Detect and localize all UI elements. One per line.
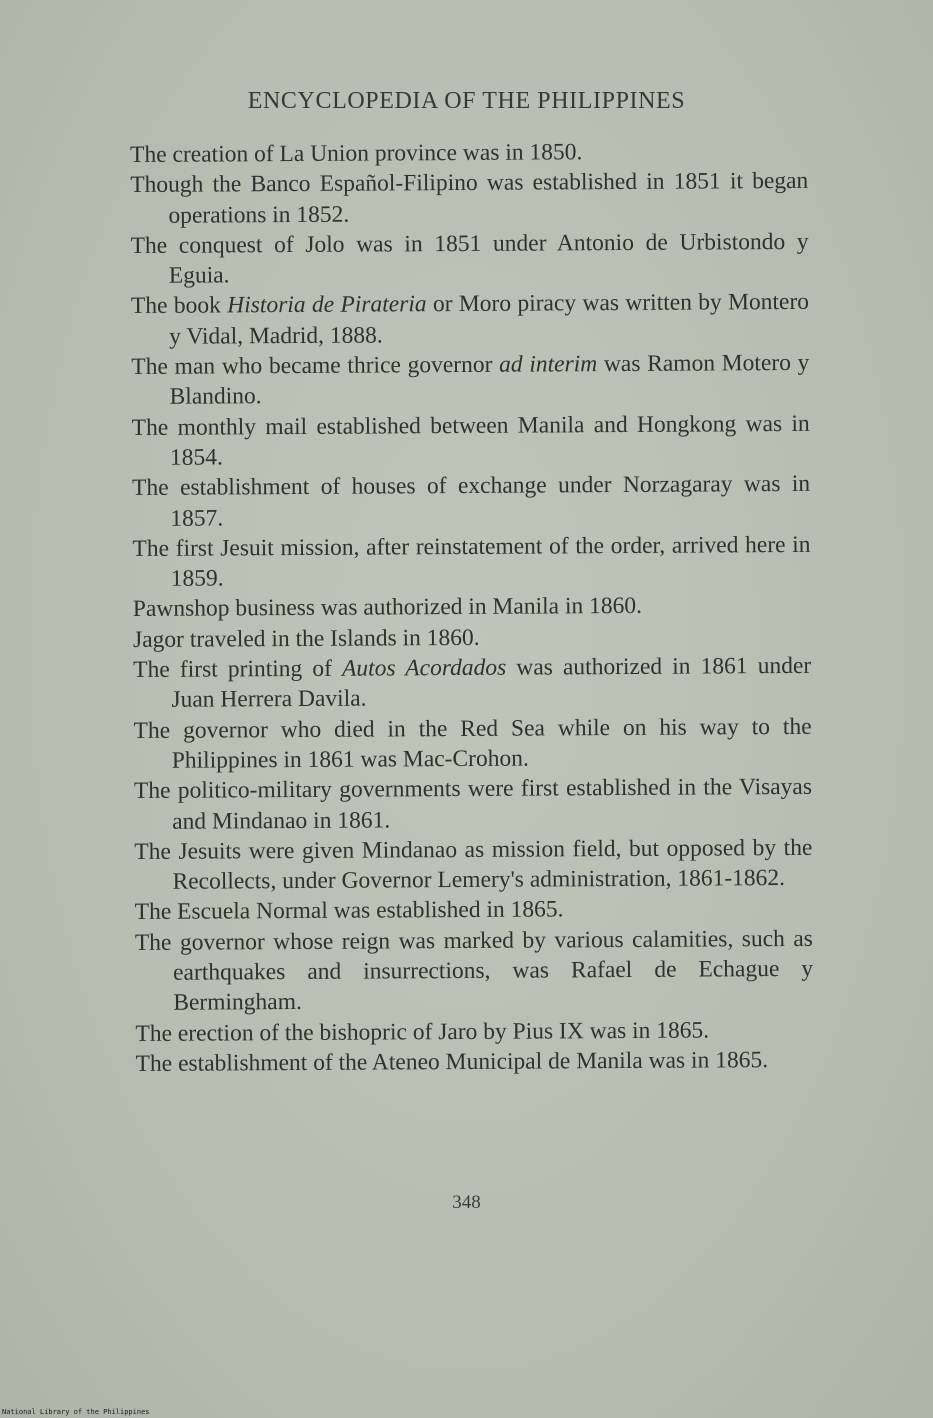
entry: The Escuela Normal was established in 1865. [134, 896, 564, 926]
entry: The creation of La Union province was in 1850. [130, 139, 583, 168]
entry: The monthly mail established between Manila and Hongkong was in 1854. [131, 410, 810, 471]
entry: The governor whose reign was marked by various calamities, such as earthquakes and insurrections, was Rafael de Echague y Bermingham. [134, 925, 814, 1017]
entry: The politico-military governments were first established in the Visayas and Mindanao in 1861. [133, 774, 813, 835]
entry-text: was Ramon Motero y Blandino. [169, 349, 810, 411]
entry-text: The first printing of [133, 655, 343, 684]
entry-list [130, 136, 814, 1079]
entry [131, 287, 809, 352]
entry: The governor who died in the Red Sea while on his way to the Philippines in 1861 was Mac-Crohon. [133, 713, 812, 774]
entry-text: The book [130, 292, 228, 320]
entry-italic-title: Autos Acordados [341, 654, 507, 682]
page-number: 348 [452, 1192, 481, 1213]
entry: Jagor traveled in the Islands in 1860. [132, 624, 480, 653]
entry: The conquest of Jolo was in 1851 under Antonio de Urbistondo y Eguia. [130, 228, 809, 289]
entry-italic-term: ad interim [499, 351, 598, 378]
entry-text: The man who became thrice governor [131, 351, 500, 381]
library-credit: National Library of the Philippines [2, 1408, 150, 1416]
entry-italic-title: Historia de Pirateria [227, 291, 427, 319]
entry: The establishment of houses of exchange under Norzagaray was in 1857. [132, 471, 811, 532]
entry-text: or Moro piracy was written by Montero y Vidal, Madrid, 1888. [169, 289, 810, 350]
entry: Pawnshop business was authorized in Manila in 1860. [132, 593, 643, 623]
entry: The Jesuits were given Mindanao as mission field, but opposed by the Recollects, under Governor Lemery's administration, 1861-1862. [134, 834, 813, 895]
entry: The establishment of the Ateneo Municipal de Manila was in 1865. [135, 1047, 769, 1077]
entry: Though the Banco Español-Filipino was established in 1851 it began operations in 1852. [130, 168, 809, 229]
entry [133, 651, 811, 716]
entry-text: was authorized in 1861 under Juan Herrera Davila. [171, 652, 812, 714]
entry: The erection of the bishopric of Jaro by Pius IX was in 1865. [135, 1017, 710, 1047]
running-header: ENCYCLOPEDIA OF THE PHILIPPINES [247, 88, 686, 114]
entry: The first Jesuit mission, after reinstatement of the order, arrived here in 1859. [132, 531, 811, 592]
entry [131, 348, 809, 413]
